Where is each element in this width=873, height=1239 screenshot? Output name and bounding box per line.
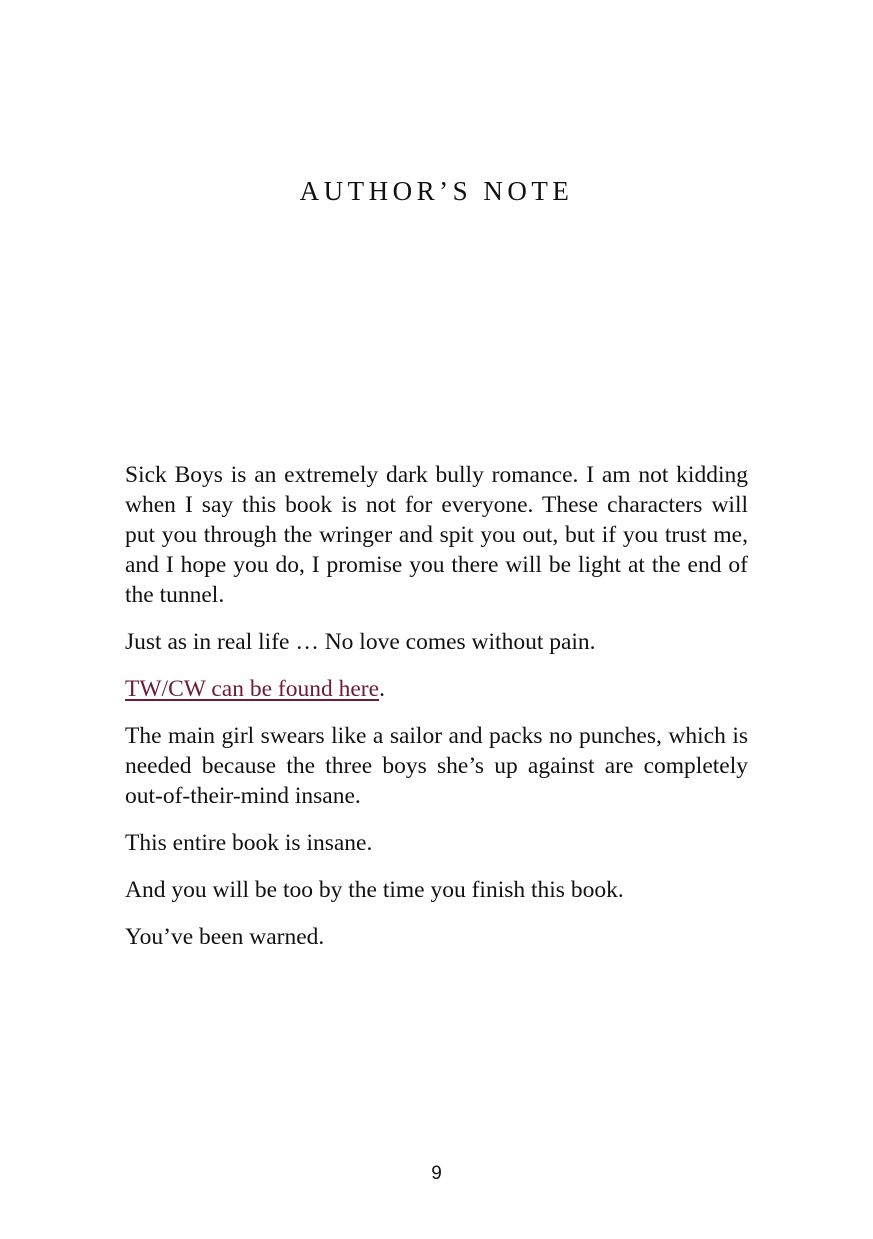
- page-title: AUTHOR’S NOTE: [299, 176, 574, 206]
- page-number: 9: [431, 1163, 442, 1184]
- link-period: .: [379, 676, 385, 702]
- paragraph-pain: Just as in real life … No love comes without pain.: [125, 629, 596, 655]
- paragraph-insane: This entire book is insane.: [125, 830, 373, 856]
- paragraph-main-girl: The main girl swears like a sailor and packs no punches, which is needed because the three boys she’s up against are completely out-of-their-mind insane.: [125, 723, 748, 809]
- content-warning-line: [125, 674, 748, 704]
- paragraph-finish: And you will be too by the time you finish this book.: [125, 877, 624, 903]
- paragraph-intro: Sick Boys is an extremely dark bully romance. I am not kidding when I say this book is not for everyone. These characters will put you through the wringer and spit you out, but if you trust me, and I hope you do, I promise you there will be light at the end of the tunnel.: [125, 462, 748, 608]
- paragraph-warned: You’ve been warned.: [125, 924, 325, 950]
- content-warning-link[interactable]: TW/CW can be found here: [125, 676, 380, 702]
- note-body: [125, 460, 748, 969]
